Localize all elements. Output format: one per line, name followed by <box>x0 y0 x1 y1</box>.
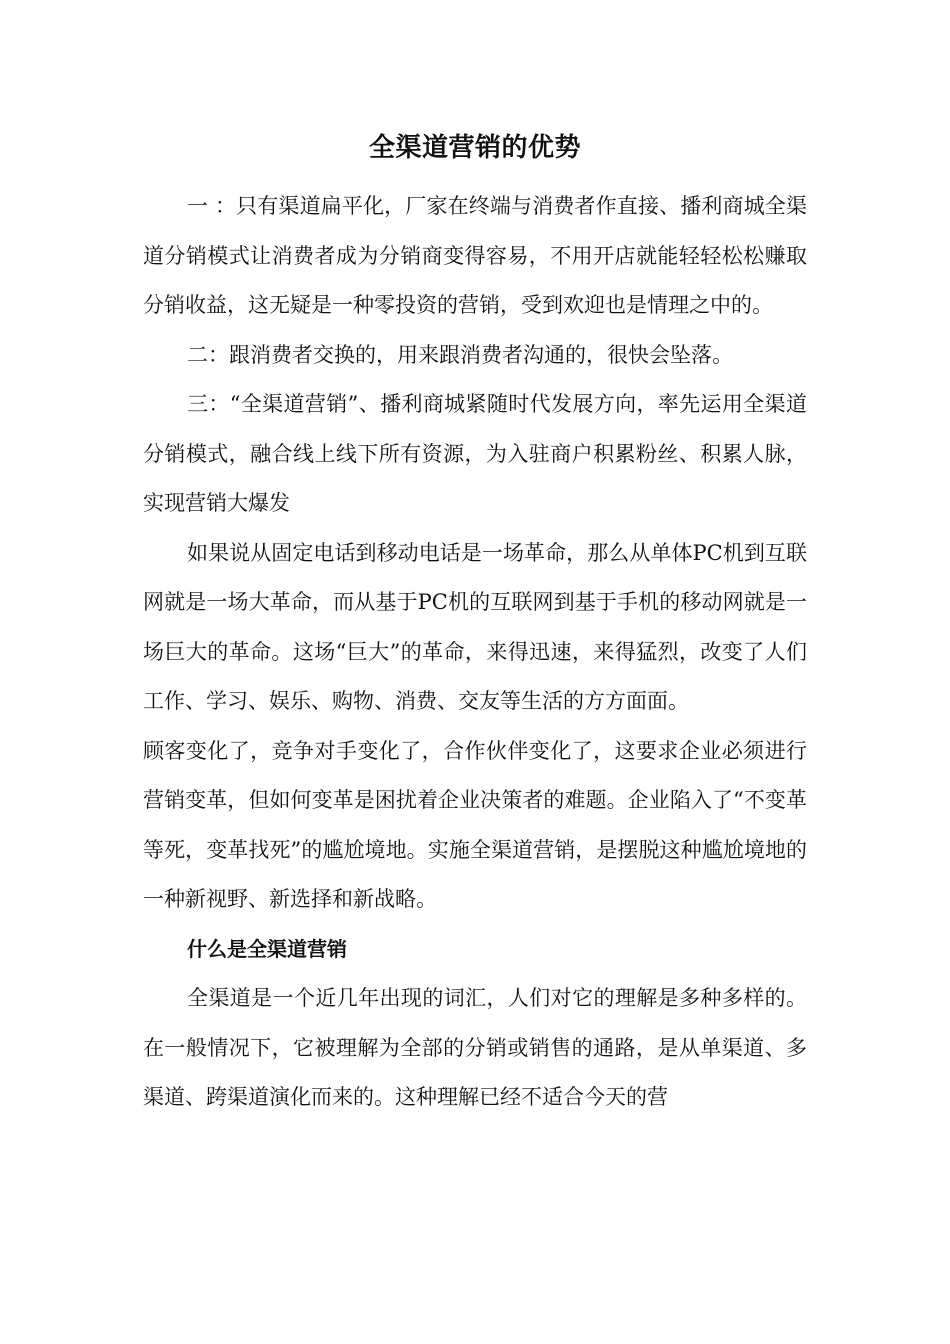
document-title: 全渠道营销的优势 <box>368 133 581 163</box>
paragraph-2: 二：跟消费者交换的，用来跟消费者沟通的，很快会坠落。 <box>187 342 733 367</box>
paragraph-1: 一 ：只有渠道扁平化，厂家在终端与消费者作直接、播利商城全渠道分销模式让消费者成为分销商变得容易，不用开店就能轻轻松松赚取分销收益，这无疑是一种零投资的营销，受到欢迎也是情理之中的。 <box>143 194 807 317</box>
paragraph-3: 三：“全渠道营销”、播利商城紧随时代发展方向，率先运用全渠道分销模式，融合线上线下所有资源，为入驻商户积累粉丝、积累人脉，实现营销大爆发 <box>143 392 807 515</box>
paragraph-4: 如果说从固定电话到移动电话是一场革命，那么从单体PC机到互联网就是一场大革命，而从基于PC机的互联网到基于手机的移动网就是一场巨大的革命。这场“巨大”的革命，来得迅速，来得猛烈，改变了人们工作、学习、娱乐、购物、消费、交友等生活的方方面面。 <box>143 540 807 713</box>
document-page <box>143 128 807 1123</box>
paragraph-5: 顾客变化了，竞争对手变化了，合作伙伴变化了，这要求企业必须进行营销变革，但如何变革是困扰着企业决策者的难题。企业陷入了“不变革等死，变革找死”的尴尬境地。实施全渠道营销，是摆脱这种尴尬境地的一种新视野、新选择和新战略。 <box>143 738 807 911</box>
section-heading: 什么是全渠道营销 <box>187 936 347 961</box>
paragraph-6: 全渠道是一个近几年出现的词汇，人们对它的理解是多种多样的。在一般情况下，它被理解为全部的分销或销售的通路，是从单渠道、多渠道、跨渠道演化而来的。这种理解已经不适合今天的营 <box>143 986 807 1109</box>
